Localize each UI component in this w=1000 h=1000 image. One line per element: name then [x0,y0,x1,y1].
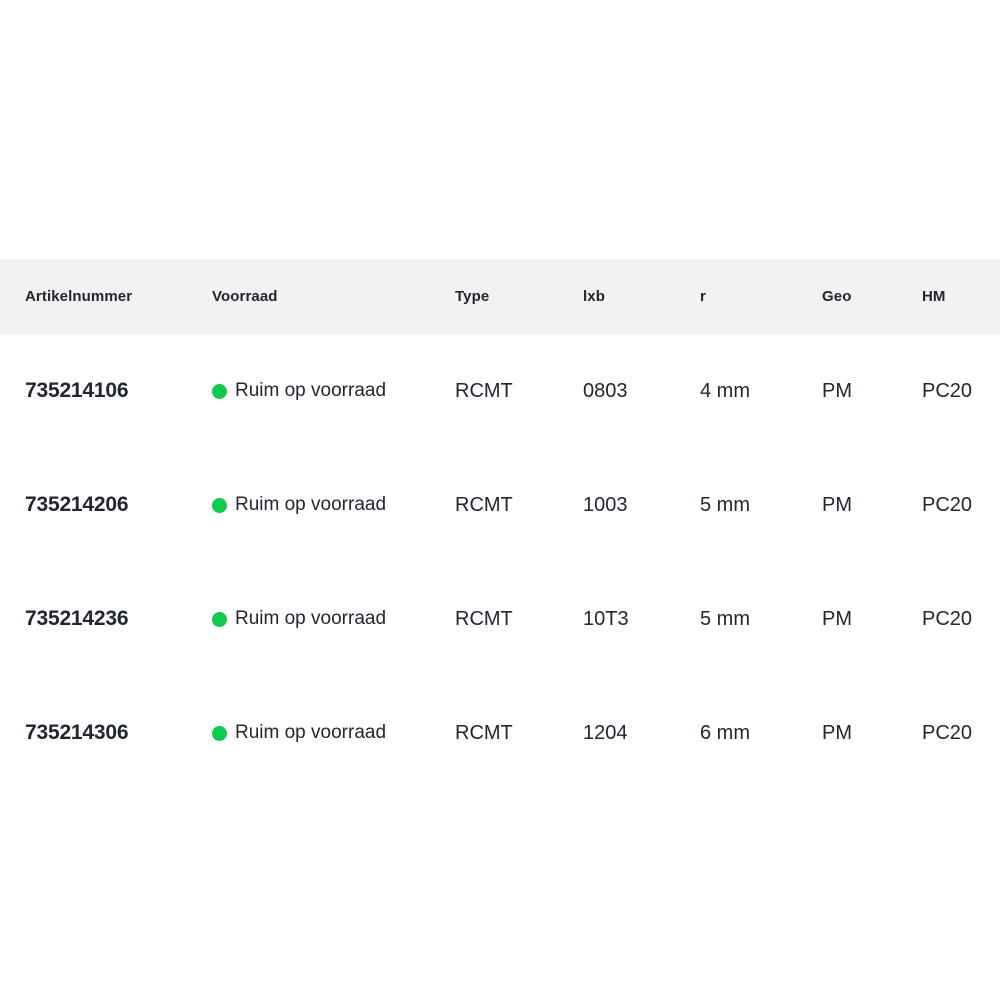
hm-cell: PC20 [922,379,973,402]
table-row[interactable] [0,562,1000,676]
stock-dot-icon [212,498,227,513]
stock-dot-icon [212,726,227,741]
r-cell: 5 mm [700,607,750,630]
geo-cell: PM [822,379,852,402]
stock-dot-icon [212,612,227,627]
stock-label: Ruim op voorraad [235,380,387,401]
column-header-hm: HM [922,288,946,305]
voorraad-cell [212,494,455,516]
product-variant-table [0,259,1000,790]
geo-cell: PM [822,607,852,630]
column-header-voorraad: Voorraad [212,288,278,305]
geo-cell: PM [822,493,852,516]
artikelnummer-cell: 735214106 [25,379,129,402]
type-cell: RCMT [455,493,513,516]
hm-cell: PC20 [922,607,973,630]
r-cell: 5 mm [700,493,750,516]
column-header-artikelnummer: Artikelnummer [25,288,133,305]
table-row[interactable] [0,448,1000,562]
column-header-type: Type [455,288,490,305]
lxb-cell: 0803 [583,379,628,402]
column-header-lxb: lxb [583,288,605,305]
lxb-cell: 10T3 [583,607,629,630]
r-cell: 4 mm [700,379,750,402]
lxb-cell: 1204 [583,721,628,744]
hm-cell: PC20 [922,493,973,516]
r-cell: 6 mm [700,721,750,744]
voorraad-cell [212,608,455,630]
artikelnummer-cell: 735214236 [25,607,129,630]
table-row[interactable] [0,676,1000,790]
geo-cell: PM [822,721,852,744]
type-cell: RCMT [455,607,513,630]
voorraad-cell [212,722,455,744]
table-header-row [0,259,1000,334]
artikelnummer-cell: 735214206 [25,493,129,516]
column-header-r: r [700,288,706,305]
type-cell: RCMT [455,721,513,744]
hm-cell: PC20 [922,721,973,744]
table-row[interactable] [0,334,1000,448]
column-header-geo: Geo [822,288,852,305]
artikelnummer-cell: 735214306 [25,721,129,744]
voorraad-cell [212,380,455,402]
stock-label: Ruim op voorraad [235,722,387,743]
stock-label: Ruim op voorraad [235,608,387,629]
stock-label: Ruim op voorraad [235,494,387,515]
stock-dot-icon [212,384,227,399]
type-cell: RCMT [455,379,513,402]
lxb-cell: 1003 [583,493,628,516]
